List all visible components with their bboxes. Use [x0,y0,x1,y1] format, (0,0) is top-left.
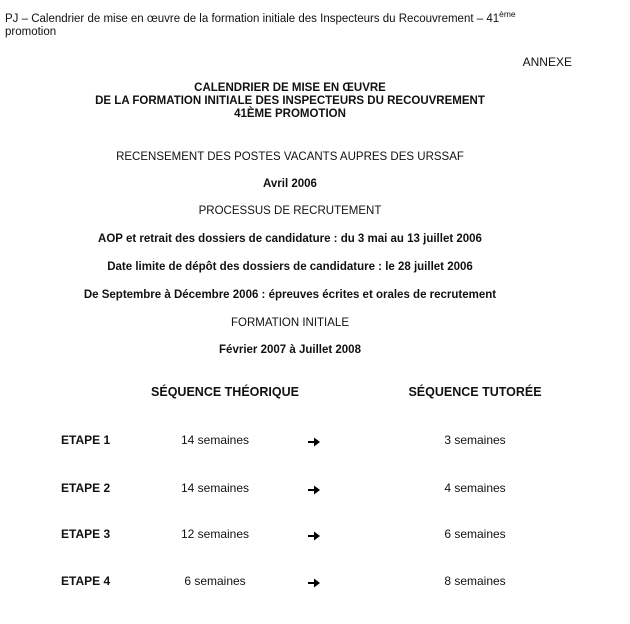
table-cell-theorique: 12 semaines [180,527,250,541]
processus-heading: PROCESSUS DE RECRUTEMENT [198,205,382,217]
table-row-etape: ETAPE 3 [61,527,111,541]
annexe-label: ANNEXE [522,55,572,69]
header-text: PJ – Calendrier de mise en œuvre de la formation initiale des Inspecteurs du Recouvrement – 41 [5,13,500,25]
table-cell-tutoree: 4 semaines [444,481,506,495]
recensement-date: Avril 2006 [263,178,317,190]
formation-dates: Février 2007 à Juillet 2008 [219,344,361,356]
arrow-right-icon [307,437,321,447]
table-cell-theorique: 14 semaines [180,481,250,495]
column-header-theorique: SÉQUENCE THÉORIQUE [151,385,299,399]
arrow-right-icon [307,485,321,495]
table-row-etape: ETAPE 4 [61,574,111,588]
header-text-continued: promotion [5,26,57,38]
arrow-right-icon [307,531,321,541]
table-cell-theorique: 6 semaines [184,574,246,588]
title-line-2: DE LA FORMATION INITIALE DES INSPECTEURS DU RECOUVREMENT [95,95,485,108]
document-title [0,82,580,122]
table-cell-tutoree: 3 semaines [444,433,506,447]
processus-line-1: AOP et retrait des dossiers de candidature : du 3 mai au 13 juillet 2006 [98,233,482,245]
processus-line-3: De Septembre à Décembre 2006 : épreuves écrites et orales de recrutement [83,289,497,301]
header-superscript: ème [499,9,516,19]
formation-heading: FORMATION INITIALE [231,317,349,329]
processus-line-2: Date limite de dépôt des dossiers de candidature : le 28 juillet 2006 [107,261,473,273]
recensement-heading: RECENSEMENT DES POSTES VACANTS AUPRES DES URSSAF [116,151,464,163]
table-cell-theorique: 14 semaines [180,433,250,447]
table-cell-tutoree: 8 semaines [444,574,506,588]
column-header-tutoree: SÉQUENCE TUTORÉE [408,385,542,399]
table-row-etape: ETAPE 2 [61,481,111,495]
arrow-right-icon [307,578,321,588]
title-line-3: 41ÈME PROMOTION [234,108,346,121]
table-cell-tutoree: 6 semaines [444,527,506,541]
title-line-1: CALENDRIER DE MISE EN ŒUVRE [194,82,386,94]
table-row-etape: ETAPE 1 [61,433,111,447]
document-header [5,9,605,39]
